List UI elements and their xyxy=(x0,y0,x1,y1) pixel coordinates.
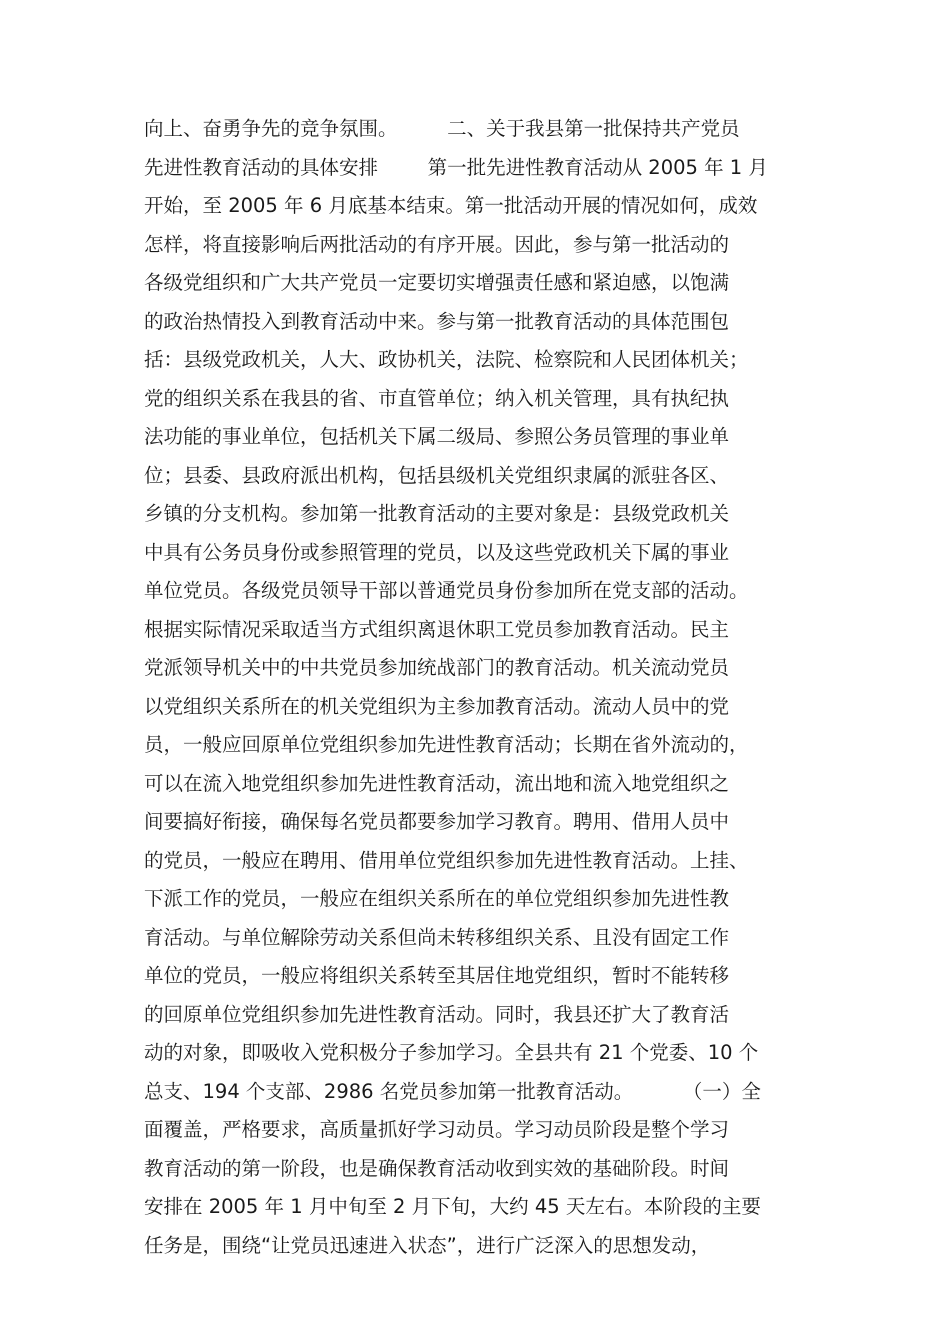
text-line: 法功能的事业单位，包括机关下属二级局、参照公务员管理的事业单 xyxy=(144,425,730,448)
text-line: 员，一般应回原单位党组织参加先进性教育活动；长期在省外流动的， xyxy=(144,733,749,756)
text-line: 向上、奋勇争先的竞争氛围。 二、关于我县第一批保持共产党员 xyxy=(144,117,740,140)
text-line: 安排在 2005 年 1 月中旬至 2 月下旬，大约 45 天左右。本阶段的主要 xyxy=(144,1195,761,1218)
text-line: 教育活动的第一阶段，也是确保教育活动收到实效的基础阶段。时间 xyxy=(144,1156,730,1180)
text-line: 间要搞好衔接，确保每名党员都要参加学习教育。聘用、借用人员中 xyxy=(144,810,730,833)
text-line: 根据实际情况采取适当方式组织离退休职工党员参加教育活动。民主 xyxy=(144,617,730,641)
text-line: 单位的党员，一般应将组织关系转至其居住地党组织，暂时不能转移 xyxy=(144,964,730,987)
text-line: 开始，至 2005 年 6 月底基本结束。第一批活动开展的情况如何，成效 xyxy=(144,194,758,217)
text-line: 各级党组织和广大共产党员一定要切实增强责任感和紧迫感，以饱满 xyxy=(144,271,730,294)
text-line: 的党员，一般应在聘用、借用单位党组织参加先进性教育活动。上挂、 xyxy=(144,848,749,872)
text-line: 位；县委、县政府派出机构，包括县级机关党组织隶属的派驻各区、 xyxy=(144,463,730,487)
text-line: 面覆盖，严格要求，高质量抓好学习动员。学习动员阶段是整个学习 xyxy=(144,1118,730,1141)
text-line: 党派领导机关中的中共党员参加统战部门的教育活动。机关流动党员 xyxy=(144,656,730,679)
text-line: 的回原单位党组织参加先进性教育活动。同时，我县还扩大了教育活 xyxy=(144,1002,730,1026)
text-line: 以党组织关系所在的机关党组织为主参加教育活动。流动人员中的党 xyxy=(144,694,730,718)
text-line: 单位党员。各级党员领导干部以普通党员身份参加所在党支部的活动。 xyxy=(144,579,749,602)
text-line: 乡镇的分支机构。参加第一批教育活动的主要对象是：县级党政机关 xyxy=(144,502,730,525)
text-line: 任务是，围绕“让党员迅速进入状态”，进行广泛深入的思想发动， xyxy=(144,1233,711,1257)
text-line: 总支、194 个支部、2986 名党员参加第一批教育活动。 （一）全 xyxy=(144,1079,761,1103)
text-line: 中具有公务员身份或参照管理的党员，以及这些党政机关下属的事业 xyxy=(144,540,730,564)
text-line: 育活动。与单位解除劳动关系但尚未转移组织关系、且没有固定工作 xyxy=(144,925,730,949)
text-line: 括：县级党政机关，人大、政协机关，法院、检察院和人民团体机关； xyxy=(144,348,749,371)
body-text xyxy=(144,110,824,1265)
text-line: 党的组织关系在我县的省、市直管单位；纳入机关管理，具有执纪执 xyxy=(144,386,730,410)
text-line: 下派工作的党员，一般应在组织关系所在的单位党组织参加先进性教 xyxy=(144,887,730,910)
text-line: 可以在流入地党组织参加先进性教育活动，流出地和流入地党组织之 xyxy=(144,771,730,795)
text-line: 动的对象，即吸收入党积极分子参加学习。全县共有 21 个党委、10 个 xyxy=(144,1041,759,1064)
text-line: 先进性教育活动的具体安排 第一批先进性教育活动从 2005 年 1 月 xyxy=(144,155,768,179)
text-line: 怎样，将直接影响后两批活动的有序开展。因此，参与第一批活动的 xyxy=(144,232,730,256)
text-line: 的政治热情投入到教育活动中来。参与第一批教育活动的具体范围包 xyxy=(144,309,730,333)
